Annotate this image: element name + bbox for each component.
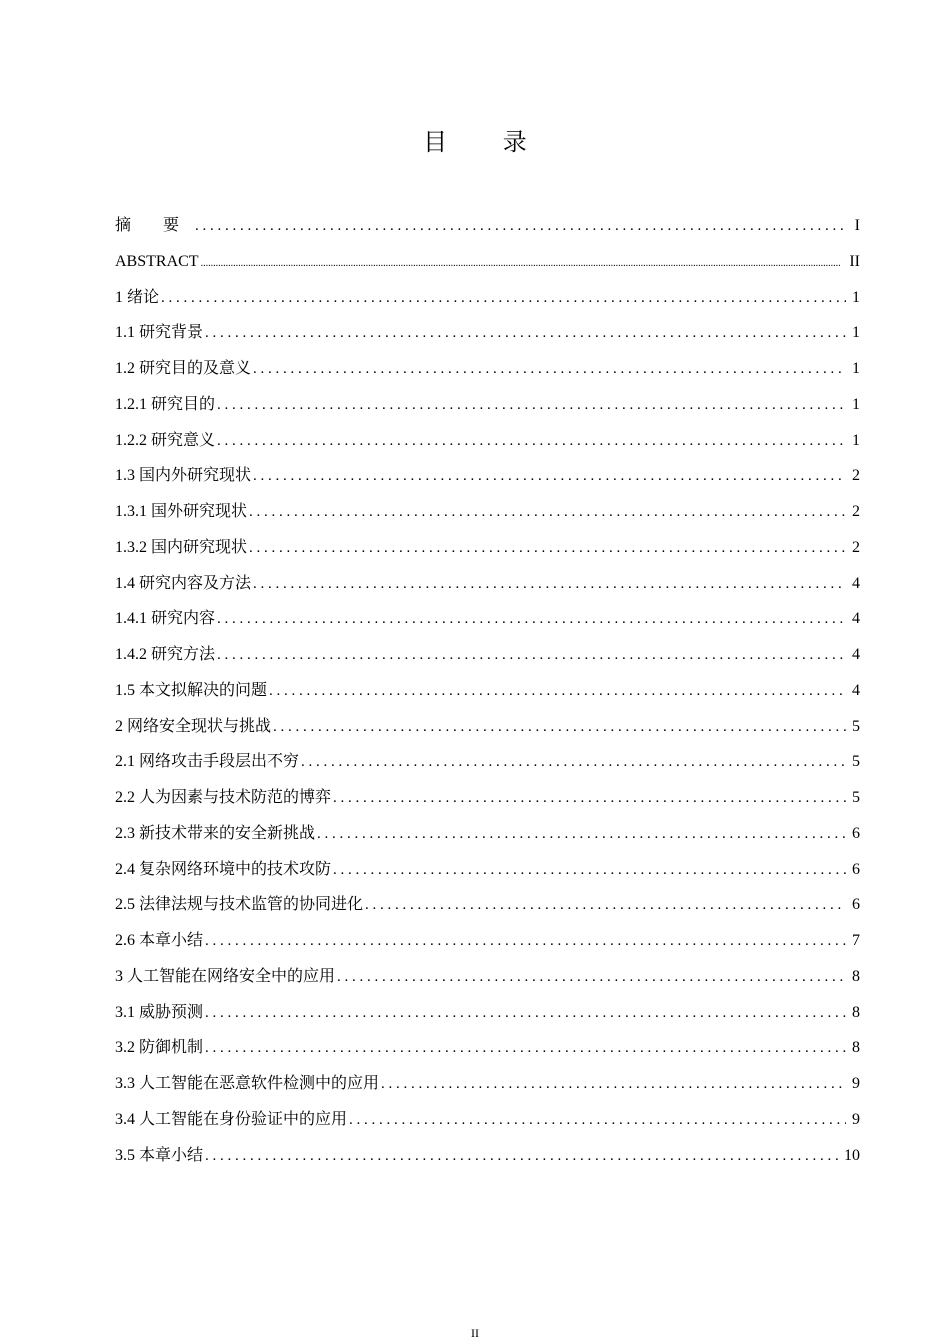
- toc-entry-label: 1.2.2 研究意义: [115, 431, 216, 449]
- table-of-contents: [115, 208, 860, 1173]
- toc-entry-label: ABSTRACT: [115, 252, 199, 270]
- toc-entry-label: 1.2 研究目的及意义: [115, 360, 252, 377]
- toc-entry-label: 2.4 复杂网络环境中的技术攻防: [115, 860, 332, 878]
- toc-entry-page: II: [849, 252, 860, 270]
- toc-entry[interactable]: [115, 458, 860, 494]
- toc-entry-label: 1 绪论: [115, 288, 160, 306]
- toc-entry-page: 6: [852, 824, 860, 842]
- toc-entry[interactable]: [115, 959, 860, 995]
- dot-leader: [253, 459, 846, 495]
- toc-entry[interactable]: [115, 1030, 860, 1066]
- toc-entry[interactable]: [115, 530, 860, 566]
- dot-leader: [201, 246, 846, 282]
- toc-entry-page: 1: [852, 395, 860, 413]
- toc-entry-label: 1.2.1 研究目的: [115, 395, 216, 413]
- dot-leader: [205, 924, 846, 960]
- toc-entry[interactable]: [115, 887, 860, 923]
- toc-entry-page: 4: [852, 574, 860, 592]
- dot-leader: [205, 316, 846, 352]
- toc-entry-label: 2.1 网络攻击手段层出不穷: [115, 753, 300, 771]
- toc-entry-label: 2 网络安全现状与挑战: [115, 717, 272, 735]
- toc-entry[interactable]: [115, 995, 860, 1031]
- toc-entry-label: 1.3 国内外研究现状: [115, 467, 252, 485]
- toc-entry[interactable]: [115, 709, 860, 745]
- toc-entry-page: 1: [852, 360, 860, 377]
- toc-entry[interactable]: [115, 387, 860, 423]
- toc-entry-label: 1.4.2 研究方法: [115, 646, 216, 663]
- dot-leader: [273, 710, 846, 746]
- dot-leader: [195, 209, 846, 245]
- toc-entry[interactable]: [115, 923, 860, 959]
- toc-entry-page: 5: [852, 753, 860, 771]
- footer-page-number: II: [471, 1326, 479, 1340]
- toc-entry-label: 3.1 威胁预测: [115, 1003, 204, 1021]
- toc-entry[interactable]: [115, 780, 860, 816]
- toc-entry-label: 摘 要: [115, 217, 194, 234]
- toc-entry-page: 4: [852, 610, 860, 628]
- toc-entry[interactable]: [115, 315, 860, 351]
- toc-entry[interactable]: [115, 494, 860, 530]
- dot-leader: [333, 853, 846, 889]
- toc-entry-page: 6: [852, 860, 860, 878]
- toc-entry-page: 1: [852, 324, 860, 342]
- page-title: 目 录: [423, 128, 551, 156]
- toc-entry-label: 2.3 新技术带来的安全新挑战: [115, 824, 316, 842]
- toc-entry-page: 7: [852, 932, 860, 949]
- dot-leader: [365, 888, 846, 924]
- toc-entry[interactable]: [115, 816, 860, 852]
- toc-entry-label: 2.2 人为因素与技术防范的博弈: [115, 789, 332, 806]
- toc-entry-page: 1: [852, 288, 860, 306]
- toc-entry[interactable]: [115, 351, 860, 387]
- toc-entry-label: 1.4 研究内容及方法: [115, 574, 252, 592]
- toc-entry-label: 1.3.1 国外研究现状: [115, 503, 248, 520]
- toc-entry[interactable]: [115, 673, 860, 709]
- toc-entry[interactable]: [115, 852, 860, 888]
- toc-entry-page: 8: [852, 967, 860, 985]
- toc-entry-page: 9: [852, 1110, 860, 1128]
- toc-entry-page: 5: [852, 789, 860, 806]
- toc-entry[interactable]: [115, 601, 860, 637]
- toc-entry[interactable]: [115, 637, 860, 673]
- dot-leader: [253, 352, 846, 388]
- dot-leader: [217, 638, 846, 674]
- dot-leader: [349, 1103, 846, 1139]
- dot-leader: [381, 1067, 846, 1103]
- dot-leader: [337, 960, 846, 996]
- toc-entry-page: I: [854, 217, 860, 234]
- dot-leader: [269, 674, 846, 710]
- toc-entry-label: 3.5 本章小结: [115, 1146, 204, 1164]
- toc-entry-page: 4: [852, 681, 860, 699]
- dot-leader: [249, 495, 846, 531]
- toc-entry-label: 2.6 本章小结: [115, 932, 204, 949]
- toc-entry-page: 10: [844, 1146, 860, 1164]
- toc-entry-page: 2: [852, 503, 860, 520]
- toc-entry-page: 8: [852, 1003, 860, 1021]
- toc-entry-page: 5: [852, 717, 860, 735]
- dot-leader: [333, 781, 846, 817]
- dot-leader: [317, 817, 846, 853]
- toc-entry-label: 1.4.1 研究内容: [115, 610, 216, 628]
- toc-entry[interactable]: [115, 1066, 860, 1102]
- toc-entry-label: 3.3 人工智能在恶意软件检测中的应用: [115, 1075, 380, 1092]
- toc-entry-label: 1.1 研究背景: [115, 324, 204, 342]
- dot-leader: [161, 281, 846, 317]
- dot-leader: [301, 745, 846, 781]
- toc-entry-page: 2: [852, 538, 860, 556]
- toc-entry[interactable]: [115, 423, 860, 459]
- toc-entry-page: 9: [852, 1075, 860, 1092]
- toc-entry[interactable]: [115, 280, 860, 316]
- toc-entry[interactable]: [115, 208, 860, 244]
- dot-leader: [217, 424, 846, 460]
- dot-leader: [205, 1139, 842, 1175]
- toc-entry[interactable]: [115, 744, 860, 780]
- toc-entry-label: 2.5 法律法规与技术监管的协同进化: [115, 896, 364, 914]
- toc-entry-label: 3 人工智能在网络安全中的应用: [115, 967, 336, 985]
- toc-entry[interactable]: [115, 244, 860, 280]
- toc-entry-page: 2: [852, 467, 860, 485]
- dot-leader: [253, 567, 846, 603]
- toc-entry-label: 3.4 人工智能在身份验证中的应用: [115, 1110, 348, 1128]
- toc-entry-label: 1.3.2 国内研究现状: [115, 538, 248, 556]
- dot-leader: [249, 531, 846, 567]
- toc-entry[interactable]: [115, 566, 860, 602]
- toc-entry-page: 6: [852, 896, 860, 914]
- toc-entry-label: 1.5 本文拟解决的问题: [115, 681, 268, 699]
- dot-leader: [217, 388, 846, 424]
- dot-leader: [217, 602, 846, 638]
- toc-entry-page: 4: [852, 646, 860, 663]
- dot-leader: [205, 996, 846, 1032]
- toc-entry[interactable]: [115, 1102, 860, 1138]
- toc-entry-label: 3.2 防御机制: [115, 1039, 204, 1057]
- dot-leader: [205, 1031, 846, 1067]
- toc-entry-page: 1: [852, 431, 860, 449]
- toc-entry[interactable]: [115, 1138, 860, 1174]
- toc-entry-page: 8: [852, 1039, 860, 1057]
